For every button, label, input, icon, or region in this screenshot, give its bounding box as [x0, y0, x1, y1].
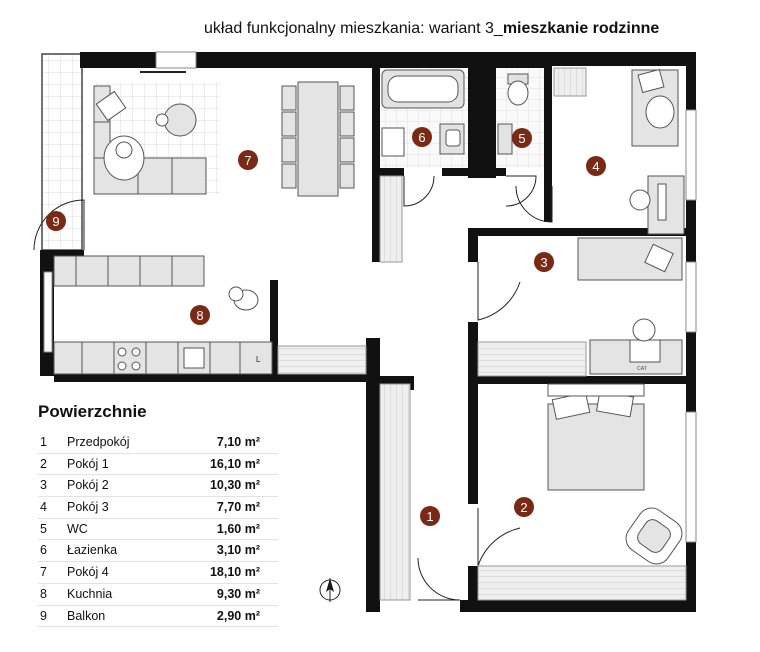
fridge-label: L [256, 355, 261, 364]
room-marker-3 [534, 252, 554, 272]
area-row-value: 2,90 m² [216, 608, 260, 623]
svg-text:4: 4 [592, 159, 600, 174]
svg-text:2: 2 [520, 500, 528, 515]
area-row-label: Kuchnia [67, 586, 113, 601]
area-row-number: 6 [40, 543, 47, 558]
area-row-label: Balkon [67, 608, 106, 623]
title-prefix: układ funkcjonalny mieszkania: wariant 3_ [204, 20, 503, 37]
svg-text:5: 5 [518, 131, 526, 146]
north-arrow-icon [320, 578, 340, 602]
areas-table [38, 402, 278, 627]
area-row-number: 9 [40, 608, 47, 623]
room-3-furniture [630, 69, 684, 234]
area-row-value: 1,60 m² [216, 521, 260, 536]
areas-rows [38, 432, 278, 627]
area-row [38, 540, 278, 562]
area-row [38, 519, 278, 541]
area-row [38, 562, 278, 584]
area-row [38, 497, 278, 519]
svg-text:9: 9 [52, 214, 60, 229]
area-row [38, 432, 278, 454]
area-row [38, 584, 278, 606]
svg-text:7: 7 [244, 153, 252, 168]
title-bold: mieszkanie rodzinne [502, 20, 660, 37]
room-marker-7 [238, 150, 258, 170]
area-row-label: WC [67, 521, 88, 536]
area-row-value: 7,10 m² [216, 435, 260, 449]
area-row-number: 7 [40, 565, 47, 580]
room-marker-2 [514, 497, 534, 517]
area-row-number: 4 [40, 500, 47, 515]
room-marker-8 [190, 305, 210, 325]
area-row-label: Pokój 2 [67, 478, 109, 493]
area-row-label: Pokój 1 [67, 456, 109, 471]
kitchen-counters [54, 256, 272, 374]
room-marker-9 [46, 211, 66, 231]
area-row-number: 5 [40, 521, 47, 536]
room-marker-5 [512, 128, 532, 148]
areas-heading: Powierzchnie [38, 402, 147, 421]
area-row-label: Pokój 4 [67, 565, 109, 580]
area-row-value: 9,30 m² [216, 586, 260, 601]
area-row [38, 606, 278, 628]
bedroom-furniture [548, 384, 687, 569]
room-marker-1 [420, 506, 440, 526]
svg-text:3: 3 [540, 255, 548, 270]
area-row-value: 16,10 m² [209, 456, 260, 471]
area-row-label: Przedpokój [67, 435, 130, 449]
area-row-label: Łazienka [67, 543, 118, 558]
area-row-value: 18,10 m² [209, 565, 260, 580]
room-marker-6 [412, 127, 432, 147]
area-row-label: Pokój 3 [67, 500, 109, 515]
area-row-value: 7,70 m² [216, 500, 260, 515]
room-marker-4 [586, 156, 606, 176]
area-row-value: 10,30 m² [209, 478, 260, 493]
area-row-number: 8 [40, 586, 47, 601]
room-2-furniture [578, 238, 682, 374]
svg-text:1: 1 [426, 509, 434, 524]
area-row [38, 475, 278, 497]
area-row-number: 3 [40, 478, 47, 493]
svg-text:6: 6 [418, 130, 426, 145]
area-row-value: 3,10 m² [216, 543, 260, 558]
desk-label: CAT [637, 366, 647, 372]
area-row-number: 1 [40, 435, 47, 449]
svg-text:8: 8 [196, 308, 204, 323]
area-row-number: 2 [40, 456, 47, 471]
area-row [38, 454, 278, 476]
